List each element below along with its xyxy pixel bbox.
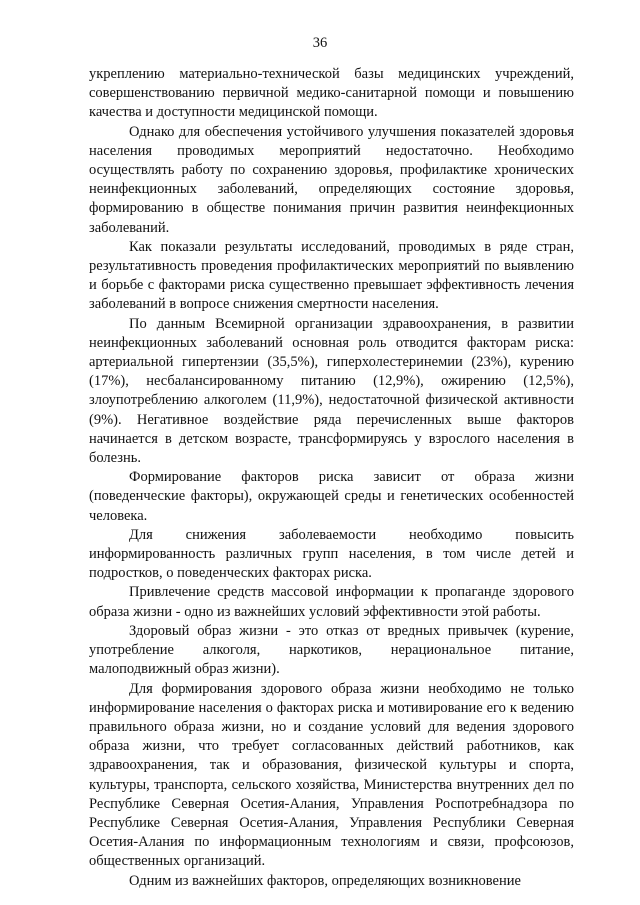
paragraph: Как показали результаты исследований, проводимых в ряде стран, результативность проведения профилактических мероприятий по выявлению и борьбе с факторами риска существенно превышает эффективность лечения заболеваний в вопросе снижения смертности населения. bbox=[89, 238, 574, 313]
paragraph: Формирование факторов риска зависит от образа жизни (поведенческие факторы), окружающей среды и генетических особенностей человека. bbox=[89, 469, 574, 524]
paragraph: Одним из важнейших факторов, определяющих возникновение bbox=[129, 872, 521, 889]
paragraph: Для формирования здорового образа жизни необходимо не только информирование населения о факторах риска и мотивирование его к ведению правильного образа жизни, но и создание условий для ведения здорового образа жизни, что требует согласованных действий работников, как здравоохранения, так и образования, физической культуры и спорта, культуры, транспорта, сельского хозяйства, Министерства внутренних дел по Республике Северная Осетия-Алания, Управления Роспотребнадзора по Республике Северная Осетия-Алания, Управления Республики Северная Осетия-Алания по информационным технологиям и связи, профсоюзов, общественных организаций. bbox=[89, 680, 574, 870]
document-body bbox=[89, 65, 574, 891]
paragraph: Здоровый образ жизни - это отказ от вредных привычек (курение, употребление алкоголя, наркотиков, нерациональное питание, малоподвижный образ жизни). bbox=[89, 622, 574, 678]
paragraph: По данным Всемирной организации здравоохранения, в развитии неинфекционных заболеваний основная роль отводится факторам риска: артериальной гипертензии (35,5%), гиперхолестеринемии (23%), курению (17%), несбалансированному питанию (12,9%), ожирению (12,5%), злоупотреблению алкоголем (11,9%), недостаточной физической активности (9%). Негативное воздействие ряда перечисленных выше факторов начинается в детском возрасте, трансформируясь у взрослого населения в болезнь. bbox=[89, 315, 574, 467]
paragraph: Однако для обеспечения устойчивого улучшения показателей здоровья населения проводимых мероприятий недостаточно. Необходимо осуществлять работу по сохранению здоровья, профилактике хронических неинфекционных заболеваний, определяющих состояние здоровья, формированию в обществе понимания причин развития неинфекционных заболеваний. bbox=[89, 123, 574, 236]
paragraph-continuation: укреплению материально-технической базы медицинских учреждений, совершенствованию первичной медико-санитарной помощи и повышению качества и доступности медицинской помощи. bbox=[89, 66, 574, 121]
page-number: 36 bbox=[312, 35, 328, 51]
paragraph: Для снижения заболеваемости необходимо повысить информированность различных групп населения, в том числе детей и подростков, о поведенческих факторах риска. bbox=[89, 526, 574, 582]
paragraph: Привлечение средств массовой информации к пропаганде здорового образа жизни - одно из важнейших условий эффективности этой работы. bbox=[89, 584, 574, 620]
